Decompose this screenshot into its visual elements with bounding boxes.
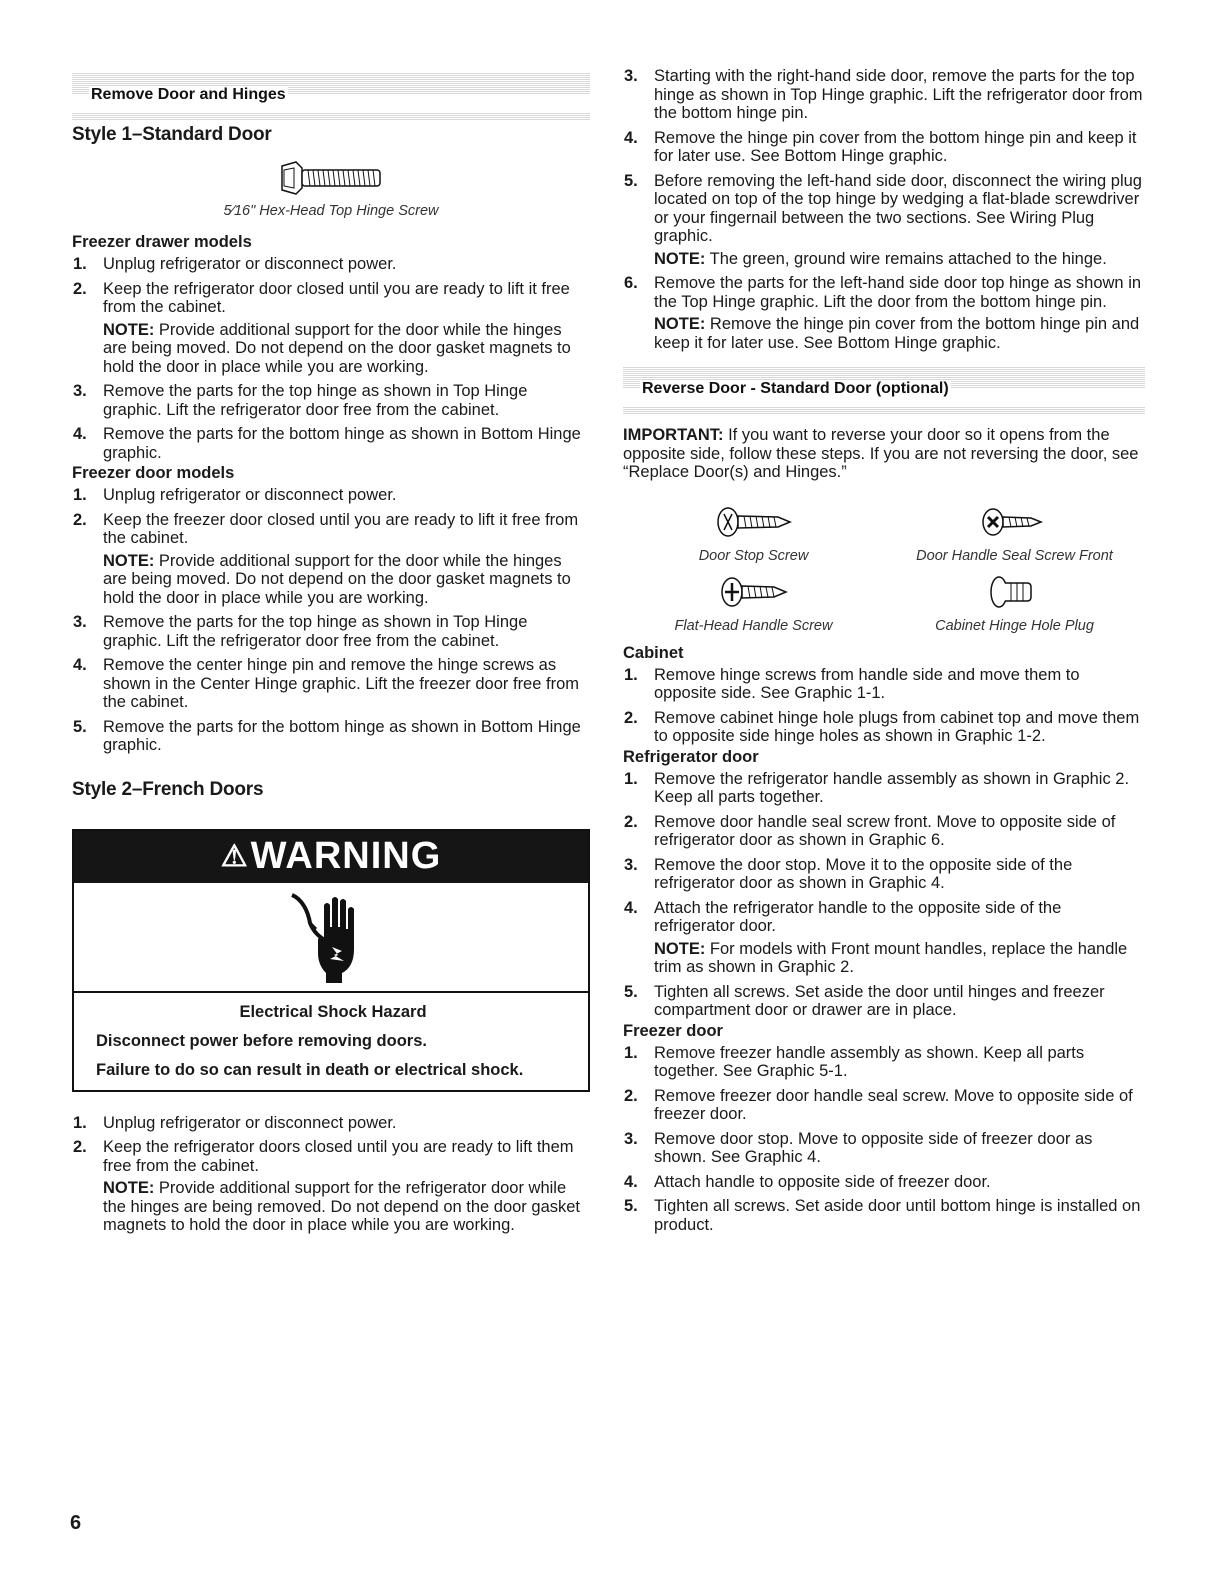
warning-line: Failure to do so can result in death or electrical shock. xyxy=(96,1060,524,1079)
note: NOTE: The green, ground wire remains attached to the hinge. xyxy=(654,249,1107,268)
section-title: Remove Door and Hinges xyxy=(91,86,286,103)
seal-screw-figure xyxy=(884,504,1145,564)
list-item: 5. Before removing the left-hand side door, disconnect the wiring plug located on top of the top hinge by wedging a flat-blade screwdriver or your fingernail between the two sections. See Wiring Plug graphic. NOTE: The green, ground wire remains attached to the hinge. xyxy=(623,172,1145,269)
drawer-steps xyxy=(72,255,590,462)
warning-heading: WARNING xyxy=(250,835,442,877)
list-item: 4. Attach handle to opposite side of freezer door. xyxy=(624,1172,991,1191)
list-item: 2. Keep the freezer door closed until you are ready to lift it free from the cabinet. NOTE: Provide additional support for the door while the hinges are being moved. Do not depend on the door gasket magnets to hold the door in place while you are working. xyxy=(72,511,590,608)
note: NOTE: For models with Front mount handles, replace the handle trim as shown in Graphic 2. xyxy=(654,939,1128,976)
style2-heading: Style 2–French Doors xyxy=(72,778,264,800)
warning-line: Disconnect power before removing doors. xyxy=(96,1031,427,1050)
list-item: 4. Attach the refrigerator handle to the opposite side of the refrigerator door. NOTE: For models with Front mount handles, replace the handle trim as shown in Graphic 2. xyxy=(623,899,1145,977)
band-divider xyxy=(72,112,590,120)
list-item: 2. Keep the refrigerator doors closed until you are ready to lift them free from the cabinet. NOTE: Provide additional support for the refrigerator door while the hinges are being removed. Do not depend on the door gasket magnets to hold the door in place while you are working. xyxy=(72,1138,590,1235)
screw-figures xyxy=(623,504,1145,634)
freezer-door-steps xyxy=(623,1044,1145,1235)
style1-heading: Style 1–Standard Door xyxy=(72,124,272,145)
french-door-steps xyxy=(72,1114,590,1235)
list-item: 4. Remove the hinge pin cover from the bottom hinge pin and keep it for later use. See Bottom Hinge graphic. xyxy=(624,128,1137,165)
important-paragraph: IMPORTANT: If you want to reverse your door so it opens from the opposite side, follow these steps. If you are not reversing the door, see “Replace Door(s) and Hinges.” xyxy=(623,426,1139,481)
hex-screw-icon xyxy=(276,158,386,198)
list-item: 6. Remove the parts for the left-hand side door top hinge as shown in the Top Hinge graphic. Lift the door from the bottom hinge pin. NOTE: Remove the hinge pin cover from the bottom hinge pin and keep it for later use. See Bottom Hinge graphic. xyxy=(623,274,1145,352)
freezer-door-heading: Freezer door xyxy=(623,1021,723,1040)
left-column xyxy=(72,0,590,1241)
hole-plug-figure xyxy=(884,574,1145,634)
hex-screw-figure xyxy=(72,158,590,219)
flat-head-screw-icon xyxy=(714,574,794,610)
list-item: 1. Unplug refrigerator or disconnect power. xyxy=(73,255,397,273)
list-item: 1. Unplug refrigerator or disconnect power. xyxy=(73,1113,397,1132)
door-models-heading: Freezer door models xyxy=(72,464,235,482)
french-door-steps-continued xyxy=(623,67,1145,352)
hole-plug-caption: Cabinet Hinge Hole Plug xyxy=(935,617,1094,634)
list-item: 1. Remove freezer handle assembly as shown. Keep all parts together. See Graphic 5-1. xyxy=(624,1043,1085,1080)
door-stop-screw-icon xyxy=(714,504,794,540)
door-stop-screw-figure xyxy=(623,504,884,564)
section-band xyxy=(623,366,1145,397)
screw-caption: 5⁄16" Hex-Head Top Hinge Screw xyxy=(223,203,439,219)
drawer-models-heading: Freezer drawer models xyxy=(72,233,252,251)
hinge-hole-plug-icon xyxy=(975,574,1055,610)
list-item: 4. Remove the center hinge pin and remove the hinge screws as shown in the Center Hinge graphic. Lift the freezer door free from the cabinet. xyxy=(73,656,579,711)
list-item: 3. Remove the parts for the top hinge as shown in Top Hinge graphic. Lift the refrigerator door free from the cabinet. xyxy=(73,382,528,419)
shock-hazard-figure xyxy=(74,883,588,993)
list-item: 4. Remove the parts for the bottom hinge as shown in Bottom Hinge graphic. xyxy=(73,425,581,462)
list-item: 3. Remove door stop. Move to opposite side of freezer door as shown. See Graphic 4. xyxy=(624,1129,1093,1166)
list-item: 2. Keep the refrigerator door closed until you are ready to lift it free from the cabinet. NOTE: Provide additional support for the door while the hinges are being moved. Do not depend on the door gasket magnets to hold the door in place while you are working. xyxy=(72,280,590,377)
refrigerator-door-steps xyxy=(623,770,1145,1020)
electric-shock-hand-icon xyxy=(286,889,376,985)
page-number: 6 xyxy=(70,1512,82,1534)
list-item: 5. Tighten all screws. Set aside door until bottom hinge is installed on product. xyxy=(624,1197,1141,1234)
warning-header xyxy=(74,831,588,883)
cabinet-steps xyxy=(623,666,1145,746)
warning-body xyxy=(74,993,588,1090)
list-item: 5. Remove the parts for the bottom hinge as shown in Bottom Hinge graphic. xyxy=(73,717,581,754)
list-item: 1. Unplug refrigerator or disconnect power. xyxy=(73,486,397,504)
seal-screw-icon xyxy=(975,504,1055,540)
list-item: 2. Remove freezer door handle seal screw. Move to opposite side of freezer door. xyxy=(624,1086,1133,1123)
warning-triangle-icon: ⚠ xyxy=(220,840,249,873)
list-item: 2. Remove door handle seal screw front. Move to opposite side of refrigerator door as shown in Graphic 6. xyxy=(624,812,1116,849)
section-band xyxy=(72,72,590,103)
hazard-title: Electrical Shock Hazard xyxy=(239,1002,427,1021)
note: NOTE: Provide additional support for the refrigerator door while the hinges are being removed. Do not depend on the door gasket magnets to hold the door in place while you are working. xyxy=(103,1179,581,1234)
note: NOTE: Provide additional support for the door while the hinges are being moved. Do not depend on the door gasket magnets to hold the door in place while you are working. xyxy=(103,551,571,607)
flat-head-caption: Flat-Head Handle Screw xyxy=(674,617,833,634)
right-column xyxy=(623,67,1145,1240)
list-item: 5. Tighten all screws. Set aside the door until hinges and freezer compartment door or drawer are in place. xyxy=(624,982,1105,1019)
door-stop-caption: Door Stop Screw xyxy=(698,547,809,564)
refrigerator-door-heading: Refrigerator door xyxy=(623,747,759,766)
cabinet-heading: Cabinet xyxy=(623,643,684,662)
band-divider xyxy=(623,406,1145,414)
list-item: 2. Remove cabinet hinge hole plugs from cabinet top and move them to opposite side hinge holes as shown in Graphic 1-2. xyxy=(624,708,1140,745)
list-item: 1. Remove hinge screws from handle side and move them to opposite side. See Graphic 1-1. xyxy=(624,665,1080,702)
warning-box xyxy=(72,829,590,1092)
list-item: 3. Remove the door stop. Move it to the opposite side of the refrigerator door as shown in Graphic 4. xyxy=(624,855,1073,892)
seal-screw-caption: Door Handle Seal Screw Front xyxy=(916,547,1113,564)
list-item: 1. Remove the refrigerator handle assembly as shown in Graphic 2. Keep all parts together. xyxy=(624,769,1130,806)
section-title: Reverse Door - Standard Door (optional) xyxy=(642,380,949,397)
note: NOTE: Remove the hinge pin cover from the bottom hinge pin and keep it for later use. See Bottom Hinge graphic. xyxy=(654,315,1140,352)
list-item: 3. Remove the parts for the top hinge as shown in Top Hinge graphic. Lift the refrigerator door free from the cabinet. xyxy=(73,613,528,650)
door-model-steps xyxy=(72,486,590,755)
flat-head-screw-figure xyxy=(623,574,884,634)
note: NOTE: Provide additional support for the door while the hinges are being moved. Do not depend on the door gasket magnets to hold the door in place while you are working. xyxy=(103,320,571,376)
list-item: 3. Starting with the right-hand side door, remove the parts for the top hinge as shown in Top Hinge graphic. Lift the refrigerator door from the bottom hinge pin. xyxy=(624,67,1143,122)
